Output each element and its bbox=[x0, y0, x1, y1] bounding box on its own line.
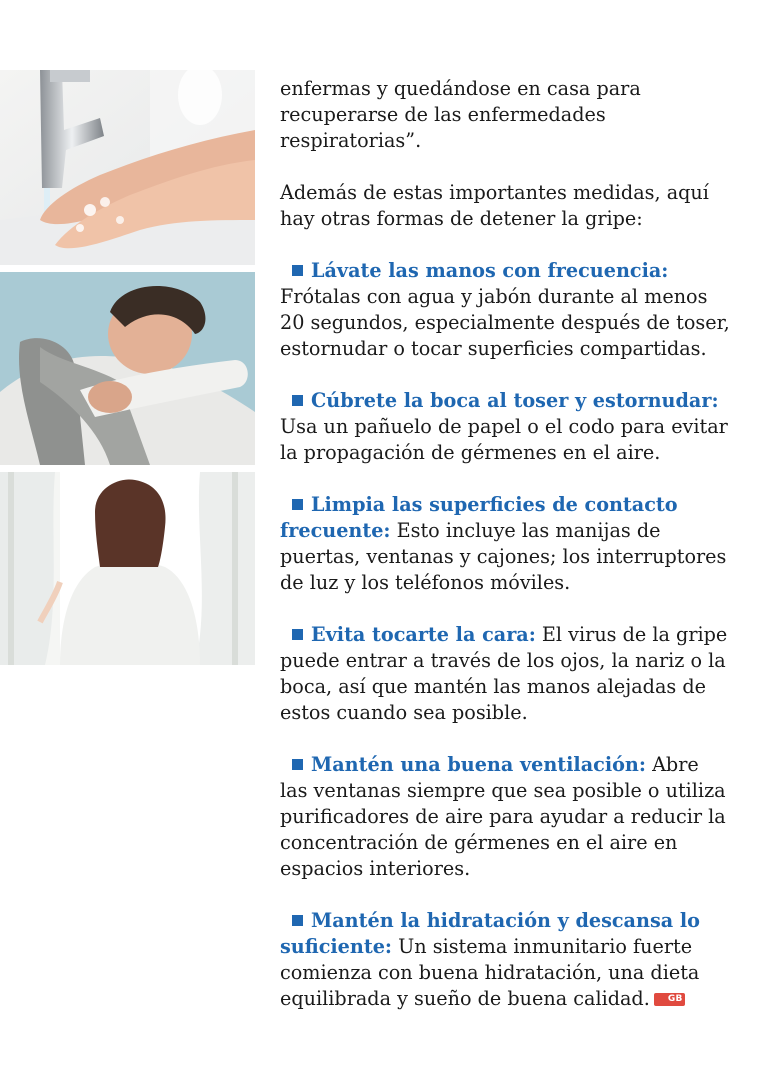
tip-body: Frótalas con agua y jabón durante al menos 20 segundos, especialmente después de toser, estornudar o tocar superficies compartidas. bbox=[280, 285, 730, 360]
intro-continuation: enfermas y quedándose en casa para recuperarse de las enfermedades respiratorias”. bbox=[280, 77, 641, 152]
tip-body: Usa un pañuelo de papel o el codo para evitar la propagación de gérmenes en el aire. bbox=[280, 415, 728, 464]
tip-hand-washing bbox=[280, 258, 730, 362]
square-bullet-icon bbox=[292, 629, 303, 640]
tip-hydration-rest bbox=[280, 908, 730, 1012]
photo-hand-washing bbox=[0, 70, 255, 265]
tip-lead: Mantén la hidratación y descansa lo suficiente: bbox=[280, 909, 700, 958]
square-bullet-icon bbox=[292, 915, 303, 926]
tip-lead: Evita tocarte la cara: bbox=[311, 623, 536, 646]
article-text-column bbox=[280, 76, 730, 1038]
square-bullet-icon bbox=[292, 759, 303, 770]
square-bullet-icon bbox=[292, 499, 303, 510]
tip-cover-mouth bbox=[280, 388, 730, 466]
square-bullet-icon bbox=[292, 265, 303, 276]
intro-paragraph: Además de estas importantes medidas, aquí hay otras formas de detener la gripe: bbox=[280, 181, 709, 230]
tip-body: El virus de la gripe puede entrar a través de los ojos, la nariz o la boca, así que mantén las manos alejadas de estos cuando sea posible. bbox=[280, 623, 728, 724]
tip-lead: Limpia las superficies de contacto frecuente: bbox=[280, 493, 678, 542]
tip-lead: Lávate las manos con frecuencia: bbox=[311, 259, 669, 282]
tip-clean-surfaces bbox=[280, 492, 730, 596]
tip-body: Abre las ventanas siempre que sea posible o utiliza purificadores de aire para ayudar a reducir la concentración de gérmenes en el aire en espacios interiores. bbox=[280, 753, 726, 880]
photo-woman-at-window bbox=[0, 472, 255, 665]
tip-lead: Mantén una buena ventilación: bbox=[311, 753, 646, 776]
tip-body: Esto incluye las manijas de puertas, ventanas y cajones; los interruptores de luz y los teléfonos móviles. bbox=[280, 519, 727, 594]
tip-avoid-face bbox=[280, 622, 730, 726]
square-bullet-icon bbox=[292, 395, 303, 406]
tip-lead: Cúbrete la boca al toser y estornudar: bbox=[311, 389, 719, 412]
tip-ventilation bbox=[280, 752, 730, 882]
gb-end-mark-icon: GB bbox=[654, 993, 685, 1006]
photo-man-coughing bbox=[0, 272, 255, 465]
tip-body: Un sistema inmunitario fuerte comienza con buena hidratación, una dieta equilibrada y sueño de buena calidad. bbox=[280, 935, 700, 1010]
